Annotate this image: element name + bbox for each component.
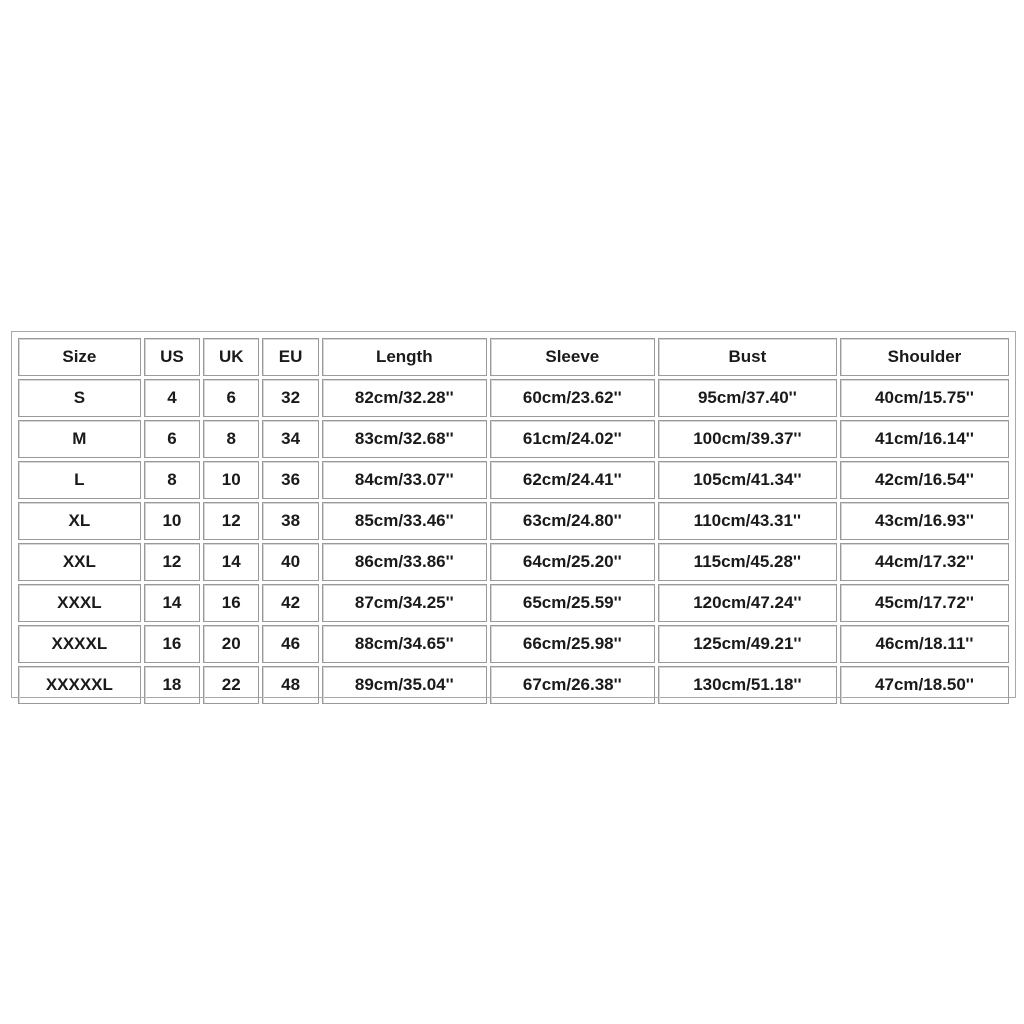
cell-uk: 20 [203, 625, 259, 663]
table-row [18, 461, 1009, 499]
cell-length: 86cm/33.86'' [322, 543, 487, 581]
cell-sleeve: 61cm/24.02'' [490, 420, 655, 458]
size-chart-body [18, 379, 1009, 704]
cell-size: S [18, 379, 141, 417]
cell-size: XXXXL [18, 625, 141, 663]
cell-us: 12 [144, 543, 200, 581]
cell-sleeve: 63cm/24.80'' [490, 502, 655, 540]
table-row [18, 666, 1009, 704]
cell-uk: 8 [203, 420, 259, 458]
cell-size: L [18, 461, 141, 499]
cell-bust: 130cm/51.18'' [658, 666, 837, 704]
header-sleeve: Sleeve [490, 338, 655, 376]
header-eu: EU [262, 338, 318, 376]
size-chart-table [15, 335, 1012, 707]
cell-sleeve: 67cm/26.38'' [490, 666, 655, 704]
table-row [18, 502, 1009, 540]
cell-sleeve: 66cm/25.98'' [490, 625, 655, 663]
cell-uk: 16 [203, 584, 259, 622]
cell-bust: 100cm/39.37'' [658, 420, 837, 458]
cell-uk: 10 [203, 461, 259, 499]
cell-bust: 95cm/37.40'' [658, 379, 837, 417]
header-uk: UK [203, 338, 259, 376]
cell-sleeve: 64cm/25.20'' [490, 543, 655, 581]
header-size: Size [18, 338, 141, 376]
cell-shoulder: 47cm/18.50'' [840, 666, 1009, 704]
cell-us: 14 [144, 584, 200, 622]
cell-eu: 38 [262, 502, 318, 540]
cell-shoulder: 44cm/17.32'' [840, 543, 1009, 581]
cell-eu: 34 [262, 420, 318, 458]
cell-eu: 46 [262, 625, 318, 663]
cell-size: XL [18, 502, 141, 540]
cell-length: 84cm/33.07'' [322, 461, 487, 499]
cell-length: 88cm/34.65'' [322, 625, 487, 663]
cell-bust: 120cm/47.24'' [658, 584, 837, 622]
cell-eu: 40 [262, 543, 318, 581]
cell-bust: 125cm/49.21'' [658, 625, 837, 663]
cell-us: 4 [144, 379, 200, 417]
header-bust: Bust [658, 338, 837, 376]
cell-length: 87cm/34.25'' [322, 584, 487, 622]
header-length: Length [322, 338, 487, 376]
cell-length: 82cm/32.28'' [322, 379, 487, 417]
cell-eu: 36 [262, 461, 318, 499]
cell-size: XXXL [18, 584, 141, 622]
cell-length: 85cm/33.46'' [322, 502, 487, 540]
cell-eu: 42 [262, 584, 318, 622]
table-row [18, 584, 1009, 622]
table-row [18, 420, 1009, 458]
cell-size: XXXXXL [18, 666, 141, 704]
cell-uk: 22 [203, 666, 259, 704]
cell-shoulder: 40cm/15.75'' [840, 379, 1009, 417]
cell-uk: 6 [203, 379, 259, 417]
cell-size: M [18, 420, 141, 458]
cell-shoulder: 43cm/16.93'' [840, 502, 1009, 540]
cell-uk: 12 [203, 502, 259, 540]
cell-length: 89cm/35.04'' [322, 666, 487, 704]
cell-sleeve: 60cm/23.62'' [490, 379, 655, 417]
cell-shoulder: 42cm/16.54'' [840, 461, 1009, 499]
cell-shoulder: 41cm/16.14'' [840, 420, 1009, 458]
cell-bust: 105cm/41.34'' [658, 461, 837, 499]
cell-us: 10 [144, 502, 200, 540]
cell-eu: 32 [262, 379, 318, 417]
cell-sleeve: 65cm/25.59'' [490, 584, 655, 622]
table-row [18, 379, 1009, 417]
cell-size: XXL [18, 543, 141, 581]
cell-sleeve: 62cm/24.41'' [490, 461, 655, 499]
table-row [18, 543, 1009, 581]
cell-eu: 48 [262, 666, 318, 704]
cell-us: 6 [144, 420, 200, 458]
cell-uk: 14 [203, 543, 259, 581]
table-header-row [18, 338, 1009, 376]
cell-shoulder: 45cm/17.72'' [840, 584, 1009, 622]
cell-bust: 110cm/43.31'' [658, 502, 837, 540]
cell-shoulder: 46cm/18.11'' [840, 625, 1009, 663]
size-chart [11, 331, 1016, 698]
cell-us: 16 [144, 625, 200, 663]
cell-us: 18 [144, 666, 200, 704]
cell-length: 83cm/32.68'' [322, 420, 487, 458]
header-us: US [144, 338, 200, 376]
table-row [18, 625, 1009, 663]
header-shoulder: Shoulder [840, 338, 1009, 376]
cell-bust: 115cm/45.28'' [658, 543, 837, 581]
cell-us: 8 [144, 461, 200, 499]
